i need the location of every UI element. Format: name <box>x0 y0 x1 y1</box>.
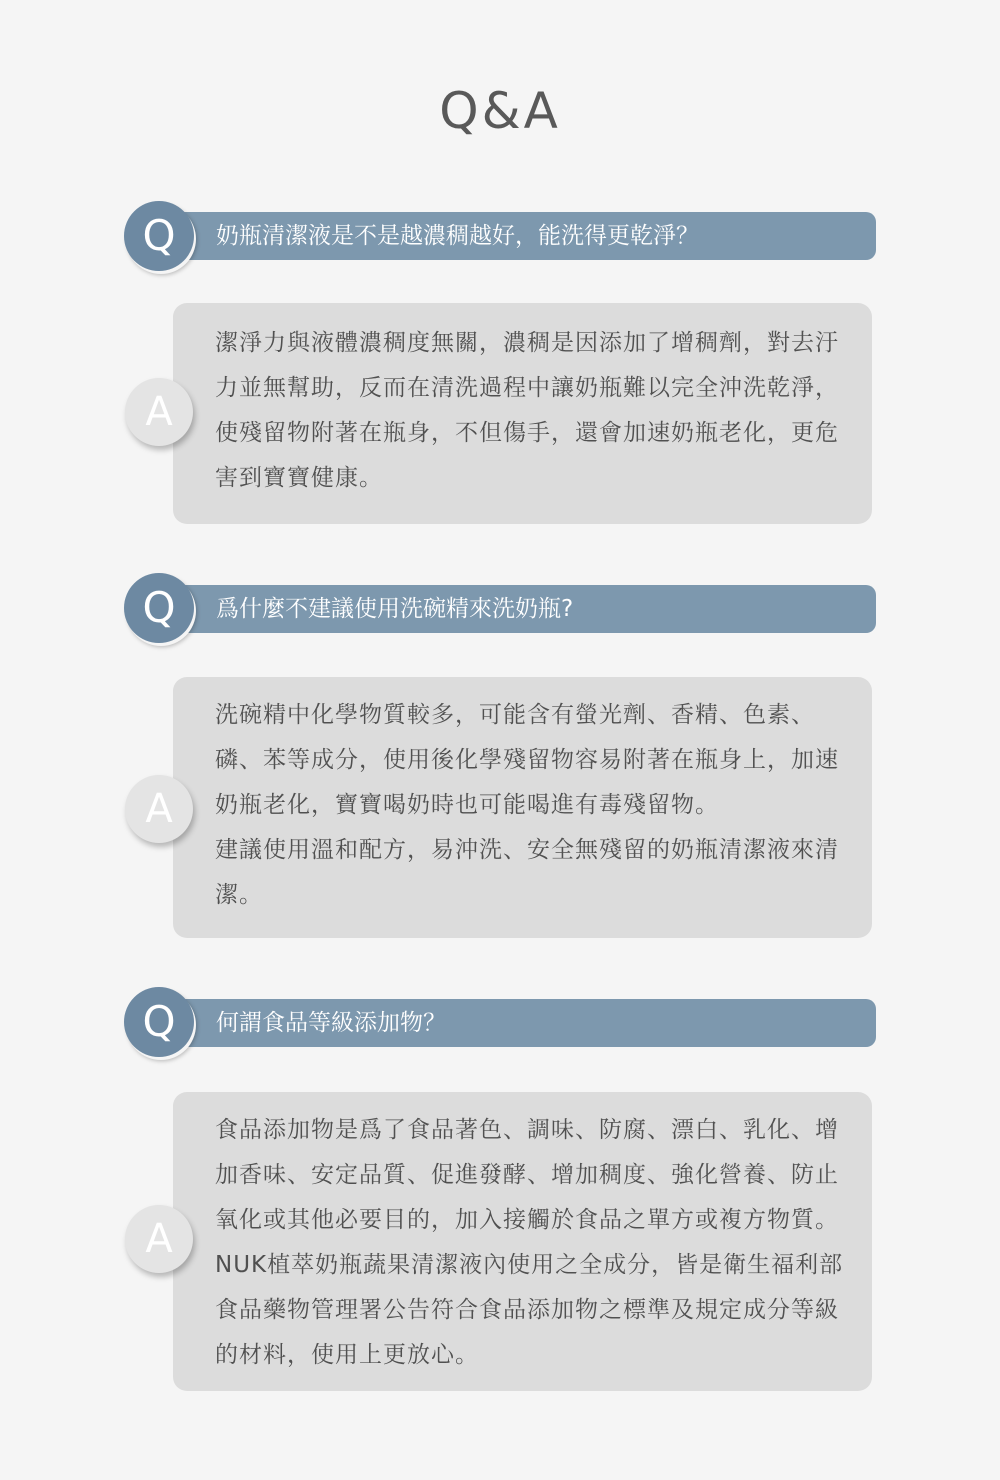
question-text: 奶瓶清潔液是不是越濃稠越好，能洗得更乾淨？ <box>216 223 699 249</box>
answer-text <box>215 321 855 501</box>
answer-marker: A <box>125 775 193 843</box>
question-marker: Q <box>124 573 194 643</box>
answer-paragraph: 潔淨力與液體濃稠度無關，濃稠是因添加了增稠劑，對去汙力並無幫助，反而在清洗過程中讓奶瓶難以完全沖洗乾淨，使殘留物附著在瓶身，不但傷手，還會加速奶瓶老化，更危害到寶寶健康。 <box>215 330 839 491</box>
answer-marker: A <box>125 378 193 446</box>
answer-text <box>215 693 855 918</box>
question-text: 何謂食品等級添加物？ <box>216 1010 446 1036</box>
page-title: Q&A <box>439 82 561 140</box>
answer-paragraph: 食品添加物是爲了食品著色、調味、防腐、漂白、乳化、增加香味、安定品質、促進發酵、增加稠度、強化營養、防止氧化或其他必要目的，加入接觸於食品之單方或複方物質。NUK植萃奶瓶蔬果清潔液內使用之全成分，皆是衛生福利部食品藥物管理署公告符合食品添加物之標準及規定成分等級的材料，使用上更放心。 <box>215 1117 844 1368</box>
question-marker: Q <box>124 201 194 271</box>
answer-marker: A <box>125 1205 193 1273</box>
question-text: 爲什麼不建議使用洗碗精來洗奶瓶? <box>216 596 574 622</box>
answer-paragraph: 洗碗精中化學物質較多，可能含有螢光劑、香精、色素、磷、苯等成分，使用後化學殘留物容易附著在瓶身上，加速奶瓶老化，寶寶喝奶時也可能喝進有毒殘留物。 <box>215 702 839 818</box>
question-marker: Q <box>124 987 194 1057</box>
answer-text <box>215 1108 855 1378</box>
answer-paragraph: 建議使用溫和配方，易沖洗、安全無殘留的奶瓶清潔液來清潔。 <box>215 837 839 908</box>
